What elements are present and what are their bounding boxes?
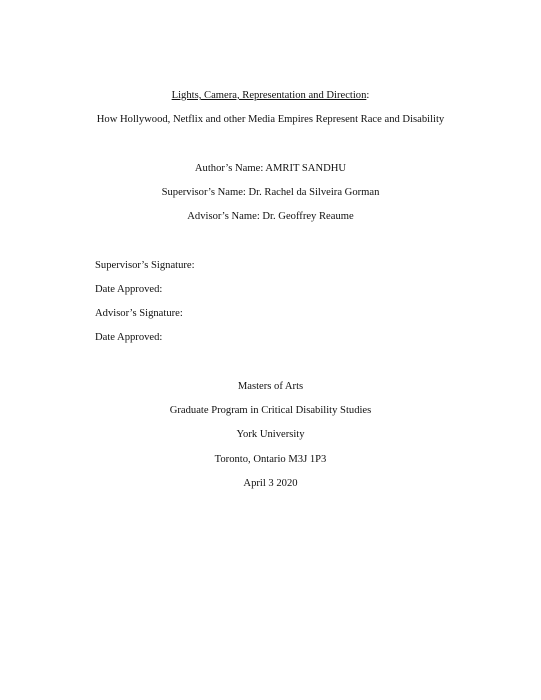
thesis-title-colon: :	[366, 90, 370, 101]
university-name: York University	[236, 429, 305, 440]
advisor-signature-label: Advisor’s Signature:	[95, 308, 183, 319]
supervisor-signature-label: Supervisor’s Signature:	[95, 260, 195, 271]
thesis-title-main: Lights, Camera, Representation and Direction	[171, 90, 367, 101]
university-location: Toronto, Ontario M3J 1P3	[214, 454, 327, 465]
advisor-name: Advisor’s Name: Dr. Geoffrey Reaume	[187, 211, 354, 222]
author-name: Author’s Name: AMRIT SANDHU	[194, 163, 347, 174]
supervisor-name: Supervisor’s Name: Dr. Rachel da Silveira Gorman	[161, 187, 380, 198]
submission-date: April 3 2020	[243, 478, 298, 489]
thesis-subtitle: How Hollywood, Netflix and other Media Empires Represent Race and Disability	[96, 114, 445, 125]
program-name: Graduate Program in Critical Disability Studies	[169, 405, 372, 416]
date-approved-label-1: Date Approved:	[95, 284, 163, 295]
date-approved-label-2: Date Approved:	[95, 332, 163, 343]
thesis-title	[0, 89, 541, 102]
degree-name: Masters of Arts	[237, 381, 304, 392]
